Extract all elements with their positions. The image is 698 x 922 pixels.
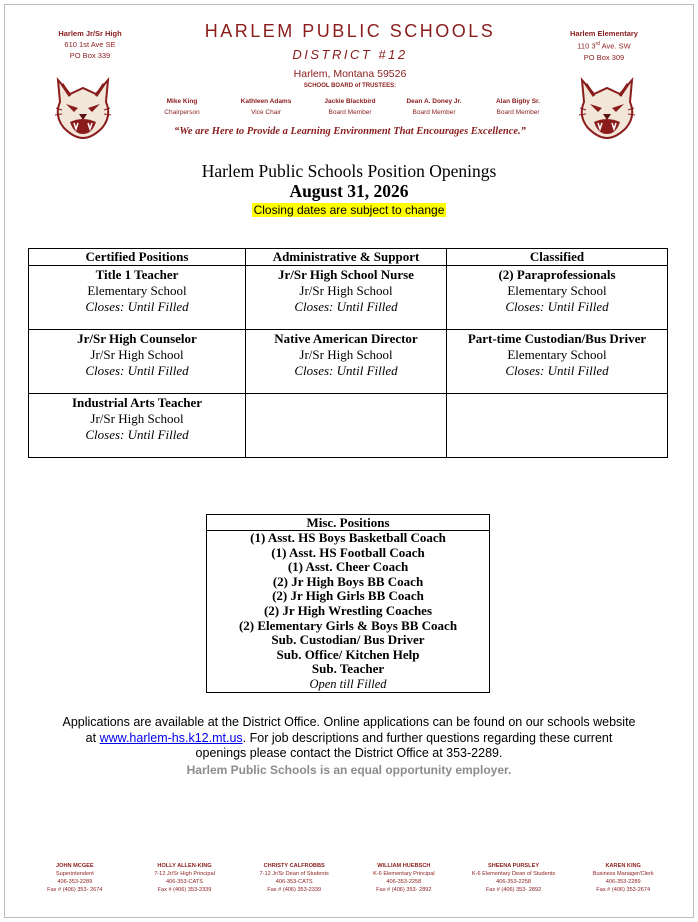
position-cell [246,266,447,330]
staff-name: HOLLY ALLEN-KING [157,863,212,869]
position-location: Elementary School [507,283,607,298]
school-name: Harlem Jr/Sr High [58,29,122,38]
position-title: Jr/Sr High School Nurse [278,267,414,282]
district-motto: “We are Here to Provide a Learning Environment That Encourages Excellence.” [174,126,526,137]
staff-contact [239,862,349,894]
trustee-name: Jackie Blackbird [324,98,376,105]
jr-sr-high-address [30,28,150,61]
staff-contact [349,862,459,894]
position-location: Elementary School [87,283,187,298]
staff-phone: 406-353-CATS [275,879,313,885]
trustees-list [140,96,560,118]
position-location: Jr/Sr High School [299,283,393,298]
staff-name: CHRISTY CALFROBBS [263,863,325,869]
position-closes: Closes: Until Filled [85,363,189,378]
position-title: Industrial Arts Teacher [71,395,202,410]
trustee [476,96,560,118]
school-name: Harlem Elementary [570,29,638,38]
misc-item: (1) Asst. Cheer Coach [287,559,409,575]
position-cell [246,330,447,394]
column-header-classified: Classified [447,249,668,266]
wildcat-mascot-icon [52,76,114,140]
position-location: Jr/Sr High School [90,411,184,426]
trustee-role: Chairperson [164,109,200,116]
misc-header: Misc. Positions [207,515,489,531]
district-title: HARLEM PUBLIC SCHOOLS [204,21,496,41]
staff-title: 7-12 Jr/Sr High Principal [154,871,215,877]
position-cell [29,330,246,394]
staff-phone: 406-353-2258 [496,879,531,885]
equal-opportunity-statement: Harlem Public Schools is an equal opportunity employer. [186,763,512,777]
staff-contact [20,862,130,894]
staff-phone: 406-353-2258 [386,879,422,885]
trustee-role: Vice Chair [251,109,281,116]
staff-title: Superintendent [55,871,94,877]
school-street: 610 1st Ave SE [64,40,116,49]
board-label: SCHOOL BOARD of TRUSTEES: [303,83,397,89]
staff-phone: 406-353-CATS [166,879,203,885]
page-date: August 31, 2026 [289,181,409,201]
misc-item: (2) Elementary Girls & Boys BB Coach [238,617,458,633]
staff-name: JOHN MCGEE [56,863,94,869]
misc-item: (1) Asst. HS Boys Basketball Coach [250,530,446,545]
trustee-name: Alan Bigby Sr. [495,98,541,105]
position-location: Jr/Sr High School [90,347,184,362]
column-header-administrative: Administrative & Support [246,249,447,266]
administration-footer [20,862,678,894]
trustee [140,96,224,118]
misc-footer: Open till Filled [309,676,387,691]
staff-name: SHEENA PURSLEY [487,863,540,869]
page-title: Harlem Public Schools Position Openings [201,161,497,181]
position-closes: Closes: Until Filled [85,299,189,314]
staff-name: WILLIAM HUEBSCH [377,863,431,869]
staff-fax: Fax # (406) 353- 2892 [376,887,432,893]
trustee [224,96,308,118]
column-header-certified: Certified Positions [29,249,246,266]
trustee-name: Mike King [166,98,198,105]
staff-fax: Fax # (406) 353-2339 [157,887,212,893]
misc-item: (2) Jr High Girls BB Coach [272,588,424,604]
staff-fax: Fax # (406) 353- 2674 [47,887,103,893]
elementary-address [544,28,664,63]
staff-fax: Fax # (406) 353- 2892 [485,887,542,893]
staff-phone: 406-353-2289 [57,879,93,885]
page-border [4,4,694,918]
staff-title: K-6 Elementary Principal [373,871,435,877]
misc-item: Sub. Custodian/ Bus Driver [271,632,425,648]
position-cell [447,330,668,394]
staff-title: Business Manager/Clerk [592,871,654,877]
staff-title: 7-12 Jr/Sr Dean of Students [259,871,329,877]
position-title: Title 1 Teacher [95,267,179,282]
staff-name: KAREN KING [605,863,641,869]
misc-item: (2) Jr High Boys BB Coach [272,573,424,589]
position-closes: Closes: Until Filled [505,363,609,378]
positions-table [28,248,668,458]
school-street: 110 3rd Ave. SW [577,41,631,51]
misc-item: Sub. Office/ Kitchen Help [276,646,420,662]
position-location: Jr/Sr High School [299,347,393,362]
school-po-box: PO Box 309 [583,52,625,62]
openings-heading [100,161,598,219]
misc-item: (2) Jr High Wrestling Coaches [263,602,433,618]
applications-paragraph [60,715,638,762]
empty-cell [246,394,447,458]
closing-notice: Closing dates are subject to change [253,203,445,217]
trustee-name: Dean A. Doney Jr. [406,98,462,105]
misc-item: (1) Asst. HS Football Coach [271,544,425,560]
trustee-role: Board Member [496,109,540,116]
trustee-name: Kathleen Adams [240,98,292,105]
position-cell [29,266,246,330]
position-closes: Closes: Until Filled [505,299,609,314]
position-closes: Closes: Until Filled [294,363,398,378]
district-city: Harlem, Montana 59526 [293,68,407,80]
trustee [308,96,392,118]
trustee [392,96,476,118]
school-website-link[interactable]: www.harlem-hs.k12.mt.us [99,730,243,745]
position-location: Elementary School [507,347,607,362]
applications-contact-text: . For job descriptions and further questions regarding these current openings please contact the District Office at 353-2289. [195,730,613,760]
staff-contact [130,862,240,894]
staff-fax: Fax # (406) 353-2339 [267,887,322,893]
staff-contact [568,862,678,894]
trustee-role: Board Member [412,109,456,116]
position-closes: Closes: Until Filled [85,427,189,442]
misc-item: Sub. Teacher [311,661,385,677]
position-title: Jr/Sr High Counselor [77,331,197,346]
position-title: Native American Director [274,331,418,346]
position-cell [447,266,668,330]
applications-text: Applications are available at the District Office. Online applications can be found on our schools website at [62,715,636,745]
staff-contact [459,862,569,894]
district-number: DISTRICT #12 [292,47,408,62]
position-closes: Closes: Until Filled [294,299,398,314]
empty-cell [447,394,668,458]
wildcat-mascot-icon [576,76,638,140]
position-cell [29,394,246,458]
trustee-role: Board Member [328,109,372,116]
misc-positions-box [206,514,490,693]
staff-phone: 406-353-2289 [605,879,641,885]
staff-title: K-6 Elementary Dean of Students [471,871,556,877]
position-title: (2) Paraprofessionals [498,267,616,282]
staff-fax: Fax # (406) 353-2674 [596,887,651,893]
school-po-box: PO Box 339 [69,51,111,60]
position-title: Part-time Custodian/Bus Driver [467,331,647,346]
